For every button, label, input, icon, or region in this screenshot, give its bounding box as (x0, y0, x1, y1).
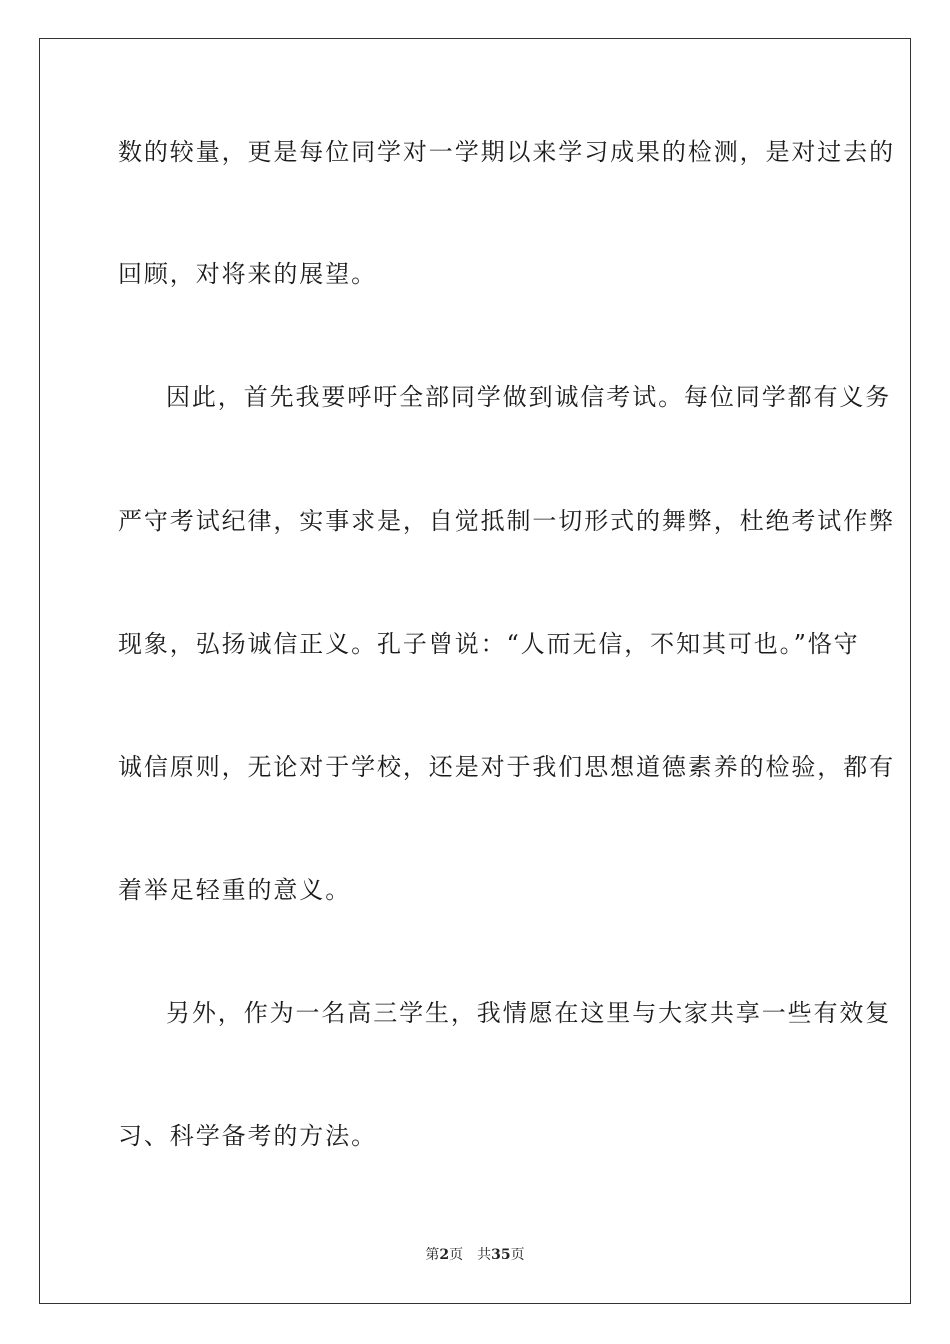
body-line-3: 因此，首先我要呼吁全部同学做到诚信考试。每位同学都有义务 (166, 383, 892, 411)
body-line-9: 习、科学备考的方法。 (118, 1122, 377, 1150)
page-footer (0, 1246, 950, 1264)
page-prefix: 第 (425, 1247, 440, 1263)
total-prefix: 共 (477, 1247, 492, 1263)
page-number: 2 (439, 1247, 450, 1263)
body-line-4: 严守考试纪律，实事求是，自觉抵制一切形式的舞弊，杜绝考试作弊 (118, 507, 895, 535)
total-suffix: 页 (510, 1247, 525, 1263)
body-line-2: 回顾，对将来的展望。 (118, 260, 377, 288)
page-border (39, 38, 911, 1304)
total-pages: 35 (491, 1247, 511, 1263)
body-line-6: 诚信原则，无论对于学校，还是对于我们思想道德素养的检验，都有 (118, 753, 895, 781)
body-line-7: 着举足轻重的意义。 (118, 876, 352, 904)
body-line-1: 数的较量，更是每位同学对一学期以来学习成果的检测，是对过去的 (118, 138, 895, 166)
body-line-8: 另外，作为一名高三学生，我情愿在这里与大家共享一些有效复 (166, 999, 892, 1027)
body-line-5: 现象，弘扬诚信正义。孔子曾说：“人而无信，不知其可也。”恪守 (118, 630, 860, 658)
page-suffix: 页 (449, 1247, 464, 1263)
